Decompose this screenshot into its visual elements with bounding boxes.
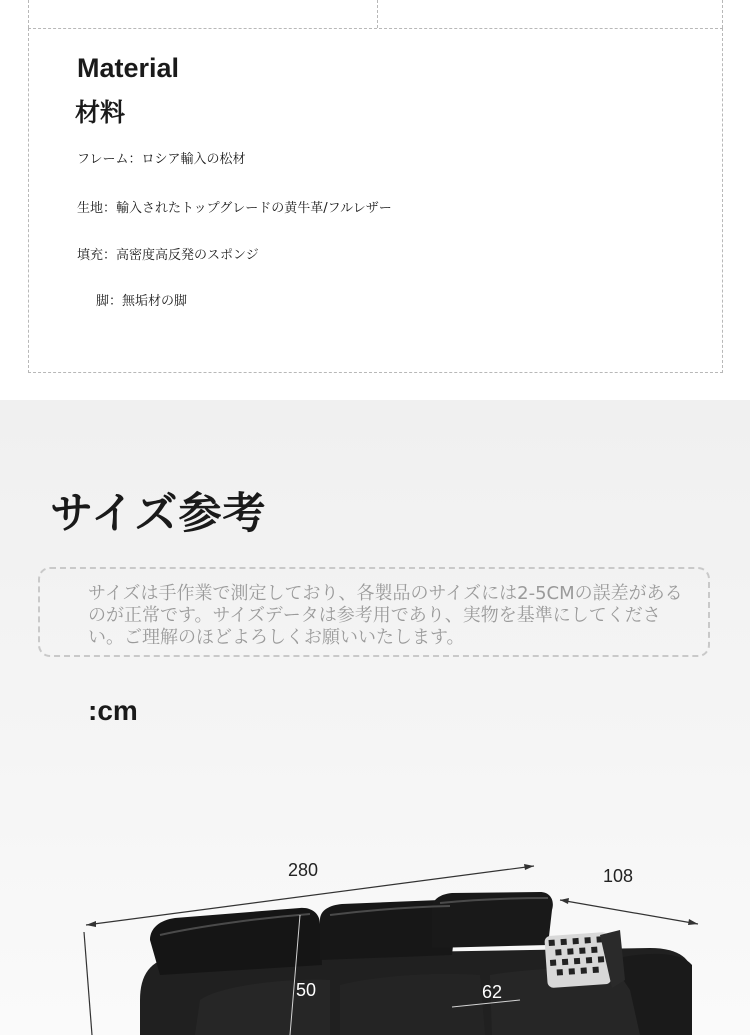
- material-title-en: Material: [77, 53, 180, 83]
- size-title: サイズ参考: [50, 489, 267, 539]
- spec-fabric: [77, 197, 392, 216]
- height-dimension-label: 50: [296, 980, 317, 1000]
- spec-legs: [96, 290, 187, 309]
- spec-value: 無垢材の脚: [122, 294, 188, 309]
- sofa-dimension-drawing: [0, 400, 750, 1035]
- spec-separator: ：: [103, 248, 117, 263]
- material-box: [28, 28, 723, 373]
- spec-label: フレーム: [77, 152, 129, 167]
- sofa-image: [140, 892, 692, 1035]
- spec-separator: ：: [103, 201, 117, 216]
- depth-dimension-line: [560, 898, 698, 925]
- spec-separator: ：: [128, 152, 142, 167]
- spec-separator: ：: [109, 294, 123, 309]
- seat-dimension-label: 62: [482, 982, 503, 1002]
- spec-label: 脚: [96, 294, 110, 309]
- size-section: [0, 400, 750, 1035]
- unit-label: :cm: [88, 695, 138, 726]
- spec-filling: [77, 244, 259, 263]
- material-title-jp: 材料: [75, 98, 126, 127]
- size-note-text: サイズは手作業で測定しており、各製品のサイズには2-5CMの誤差があるのが正常です。サイズデータは参考用であり、実物を基準にしてください。ご理解のほどよろしくお願いいたします。: [88, 583, 683, 648]
- width-dimension-label: 280: [288, 860, 319, 880]
- spec-label: 填充: [77, 248, 104, 263]
- height-edge-line: [84, 932, 92, 1035]
- spec-frame: [77, 148, 246, 167]
- depth-dimension-label: 108: [603, 866, 634, 886]
- dashed-frame-upper-right: [378, 0, 723, 28]
- dashed-frame-upper-left: [28, 0, 378, 28]
- spec-value: 輸入されたトップグレードの黄牛革/フルレザー: [116, 201, 392, 216]
- spec-value: ロシア輸入の松材: [141, 152, 246, 167]
- spec-label: 生地: [77, 201, 104, 216]
- spec-value: 高密度高反発のスポンジ: [116, 248, 259, 263]
- material-section: [0, 0, 750, 400]
